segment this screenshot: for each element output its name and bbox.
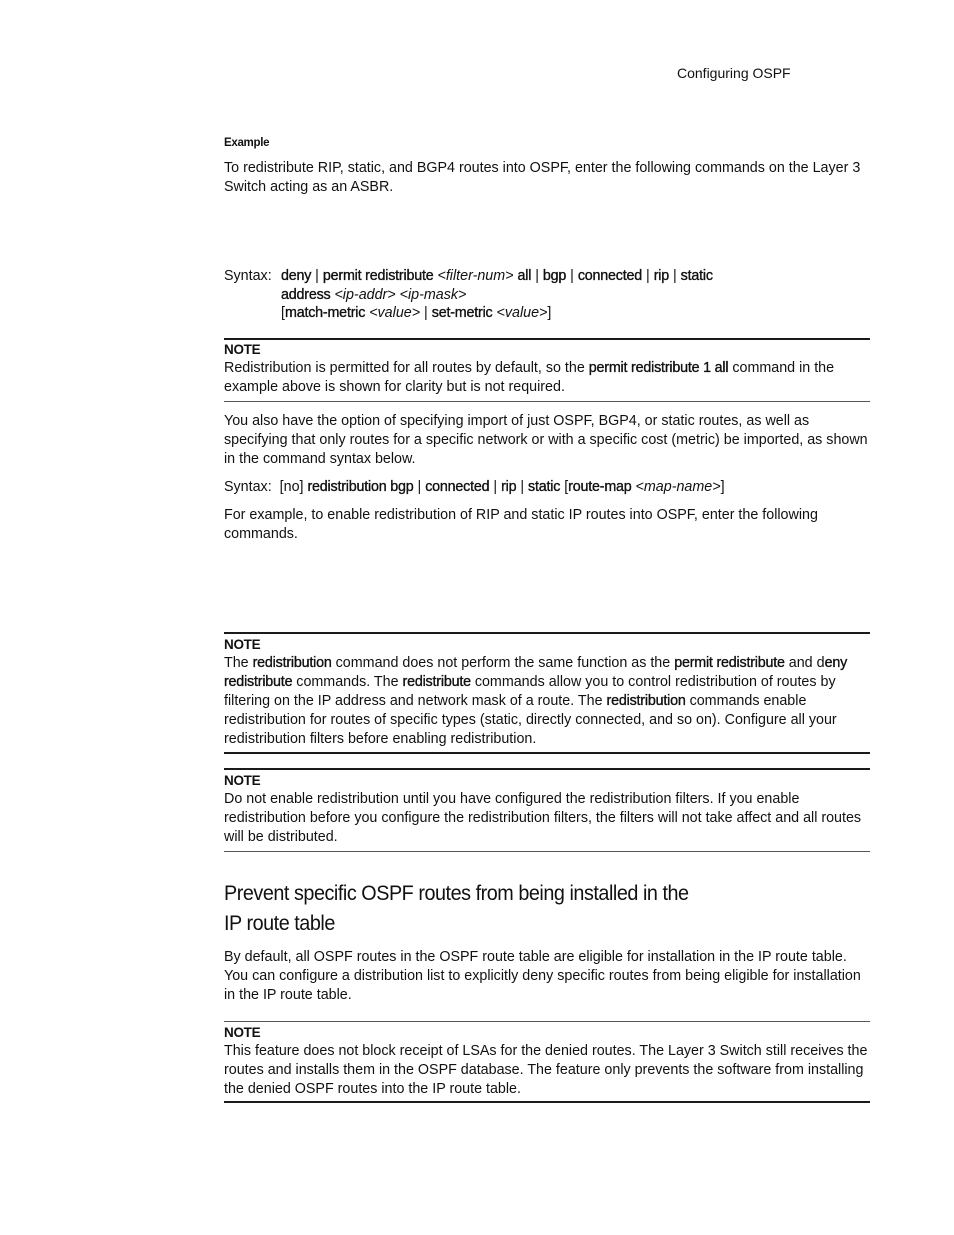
- note-text: The: [224, 655, 253, 671]
- sep: |: [413, 479, 426, 495]
- sep: |: [566, 268, 578, 284]
- cmd-redistribution: redistribution: [252, 655, 332, 671]
- cmd-redistribute: redistribute: [402, 674, 471, 690]
- kw-permit-redistribute: permit redistribute: [322, 268, 434, 284]
- kw-rip: rip: [501, 479, 517, 495]
- sep: |: [311, 268, 323, 284]
- var-value: <value>: [496, 305, 548, 321]
- example-intro-paragraph: To redistribute RIP, static, and BGP4 routes into OSPF, enter the following commands on the Layer 3 Switch acting as an ASBR.: [224, 160, 861, 195]
- sep: |: [420, 305, 432, 321]
- note-label: NOTE: [224, 342, 261, 357]
- kw-set-metric: set-metric: [431, 305, 493, 321]
- bracket-close: ]: [720, 479, 725, 495]
- note-top-rule: [224, 768, 870, 770]
- bracket-open: [: [560, 479, 569, 495]
- syntax-redistribution: [224, 478, 725, 497]
- bracket-close: ]: [547, 305, 552, 321]
- note-text: commands. The: [292, 674, 403, 690]
- var-filter-num: <filter-num>: [437, 268, 514, 284]
- cmd-redistribution: redistribution: [606, 693, 686, 709]
- note-bottom-rule: [224, 401, 870, 402]
- running-header: Configuring OSPF: [677, 65, 791, 81]
- note-bottom-rule: [224, 1101, 870, 1103]
- syntax-body: [281, 267, 713, 323]
- example-label: Example: [224, 137, 270, 149]
- note-text: commands enable redistribution for routes of specific types (static, directly connected, and so on). Configure all your redistribution filters before enabling redistribution.: [224, 693, 837, 747]
- section-heading: [224, 878, 739, 938]
- kw-deny: deny: [281, 268, 312, 284]
- kw-static: static: [528, 479, 561, 495]
- kw-bgp: bgp: [542, 268, 567, 284]
- note-label: NOTE: [224, 1025, 261, 1040]
- sep: |: [516, 479, 529, 495]
- syntax-label: Syntax:: [224, 479, 272, 495]
- section-heading-line-2: IP route table: [224, 911, 335, 935]
- note-bottom-rule: [224, 752, 870, 754]
- section-body-paragraph: By default, all OSPF routes in the OSPF route table are eligible for installation in the IP route table. You can configure a distribution list to explicitly deny specific routes from being eligible for installation in the IP route table.: [224, 949, 861, 1003]
- example2-paragraph: For example, to enable redistribution of RIP and static IP routes into OSPF, enter the following commands.: [224, 507, 818, 542]
- cmd-permit-redistribute: permit redistribute: [674, 655, 785, 671]
- note-text: and d: [784, 655, 825, 671]
- syntax-line-1: [281, 267, 713, 286]
- opt-no: [no]: [279, 479, 308, 495]
- kw-route-map: route-map: [568, 479, 632, 495]
- kw-match-metric: match-metric: [284, 305, 366, 321]
- kw-redistribution-bgp: redistribution bgp: [307, 479, 414, 495]
- syntax-line-3: [281, 304, 713, 323]
- note-filters-text: Do not enable redistribution until you have configured the redistribution filters. If you enable redistribution before you configure the redistribution filters, the filters will not take affect and all routes will be distributed.: [224, 791, 862, 845]
- note-permit-redistribute-text: [224, 359, 872, 397]
- sep: |: [489, 479, 502, 495]
- note-redistribution-text: [224, 654, 872, 749]
- note-text: commands allow you to control redistribution of routes by filtering on the IP address and network mask of a route. The: [224, 674, 836, 709]
- kw-static: static: [680, 268, 713, 284]
- note-top-rule: [224, 1021, 870, 1022]
- bracket-open: [: [281, 305, 285, 321]
- note-text: command in the example above is shown for clarity but is not required.: [224, 360, 835, 395]
- kw-connected: connected: [577, 268, 643, 284]
- note-label: NOTE: [224, 773, 261, 788]
- var-map-name: <map-name>: [635, 479, 721, 495]
- note-text: Redistribution is permitted for all routes by default, so the: [224, 360, 589, 376]
- syntax-label: Syntax:: [224, 268, 272, 284]
- syntax-line-2: [281, 286, 713, 305]
- option-paragraph: You also have the option of specifying import of just OSPF, BGP4, or static routes, as well as specifying that only routes for a specific network or with a specific cost (metric) be imported, as shown in the command syntax below.: [224, 413, 868, 467]
- sep: |: [531, 268, 543, 284]
- var-value: <value>: [369, 305, 421, 321]
- kw-rip: rip: [653, 268, 669, 284]
- note-bottom-rule: [224, 851, 870, 852]
- note-label: NOTE: [224, 637, 261, 652]
- note-lsa-text: This feature does not block receipt of LSAs for the denied routes. The Layer 3 Switch still receives the routes and installs them in the OSPF database. The feature only prevents the software from installing the denied OSPF routes into the IP route table.: [224, 1043, 868, 1097]
- note-text: command does not perform the same function as the: [331, 655, 675, 671]
- note-top-rule: [224, 632, 870, 634]
- sep: |: [642, 268, 654, 284]
- sep: |: [668, 268, 681, 284]
- note-top-rule: [224, 338, 870, 340]
- kw-address: address: [281, 286, 331, 303]
- syntax-redistribute-filter: [224, 267, 872, 327]
- var-ip-addr-mask: <ip-addr> <ip-mask>: [334, 286, 467, 303]
- cmd-permit-redistribute-1-all: permit redistribute 1 all: [588, 360, 729, 376]
- kw-all: all: [517, 268, 532, 284]
- section-heading-line-1: Prevent specific OSPF routes from being installed in the: [224, 881, 689, 905]
- cmd-deny-redistribute: eny redistribute: [224, 655, 848, 690]
- kw-connected: connected: [425, 479, 490, 495]
